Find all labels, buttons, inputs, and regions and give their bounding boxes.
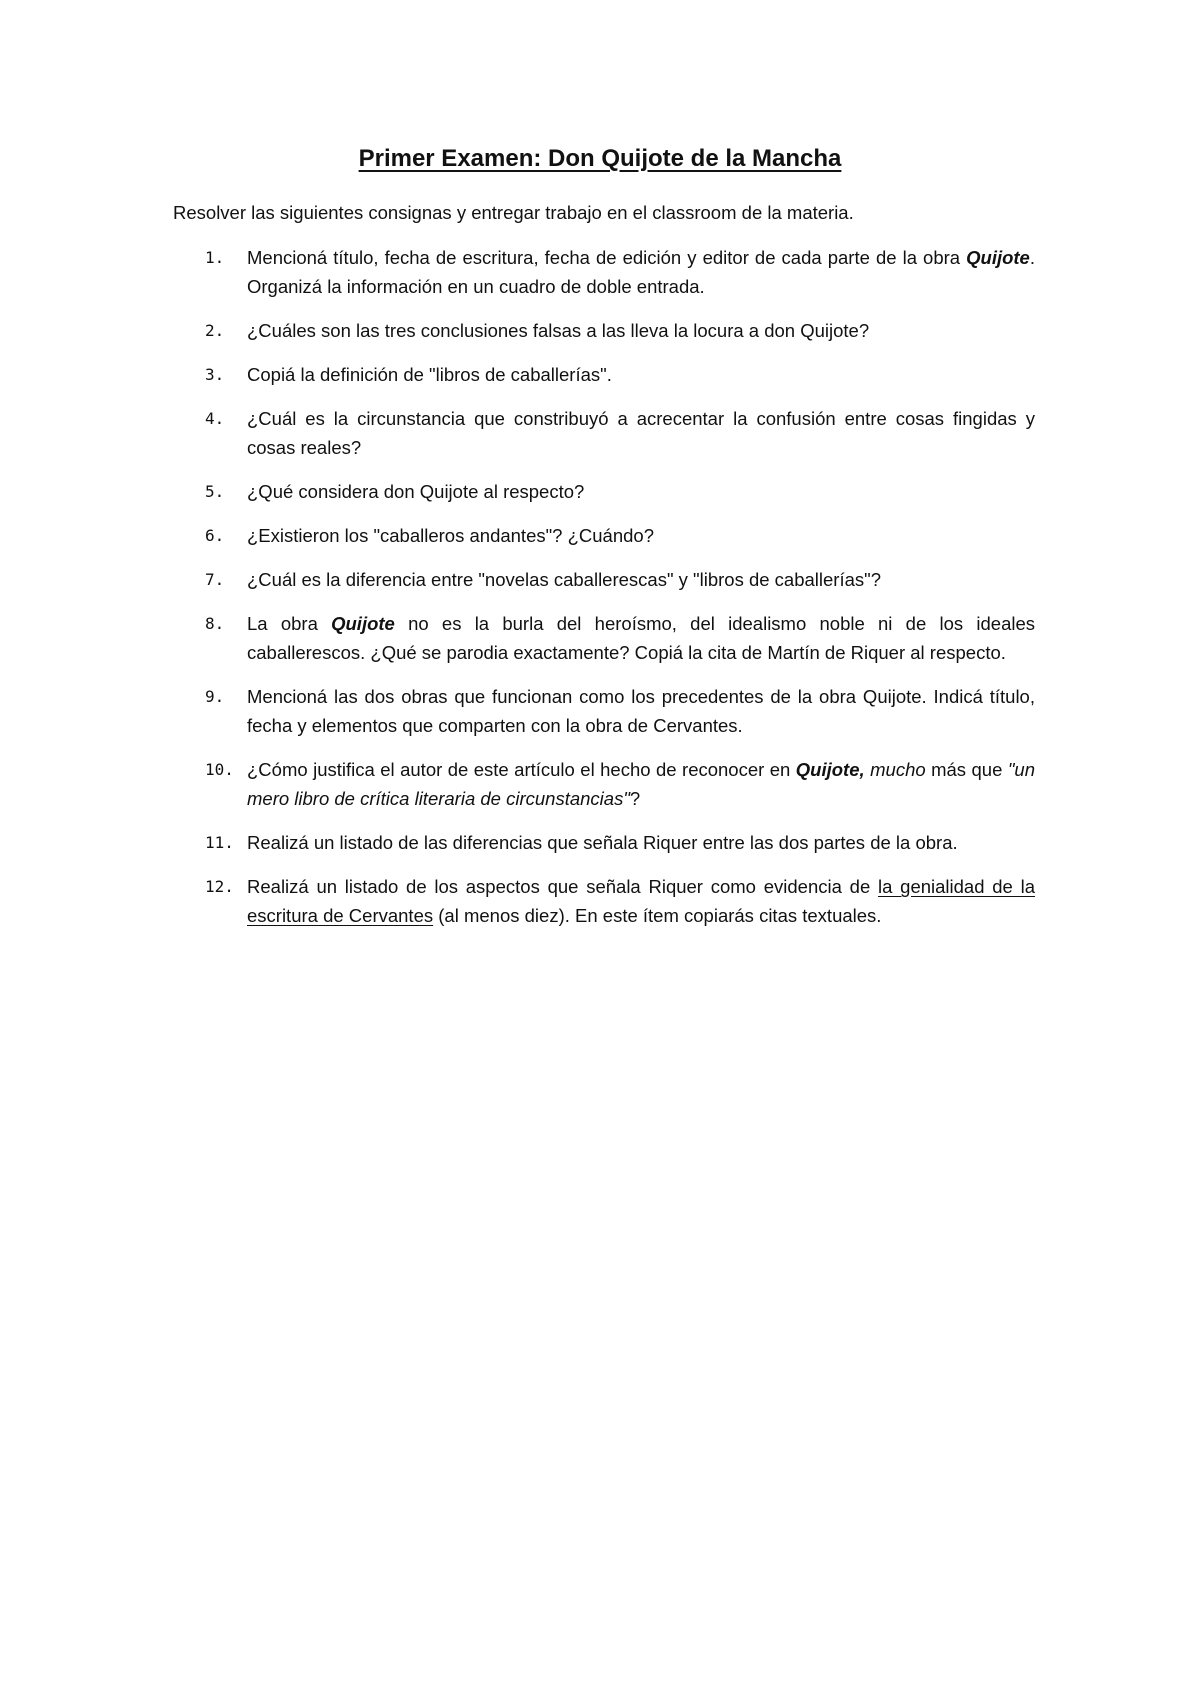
text-segment: ¿Qué considera don Quijote al respecto?: [247, 481, 585, 502]
text-segment: ?: [629, 788, 641, 809]
emphasized-text: Quijote: [331, 613, 395, 634]
instructions-text: Resolver las siguientes consignas y entregar trabajo en el classroom de la materia.: [173, 202, 854, 223]
text-segment: ¿Cuál es la circunstancia que constribuyó a acrecentar la confusión entre cosas fingidas y cosas reales?: [247, 408, 1035, 458]
question-number: 11.: [205, 833, 234, 852]
question-text: [247, 686, 1035, 736]
text-segment: Realizá un listado de los aspectos que señala Riquer como evidencia de: [247, 876, 878, 897]
emphasized-text: Quijote,: [795, 759, 865, 780]
question-item: [173, 565, 1035, 594]
question-item: [173, 316, 1035, 345]
text-segment: Mencioná las dos obras que funcionan como los precedentes de la obra Quijote. Indicá título, fecha y elementos que comparten con la obra de Cervantes.: [247, 686, 1035, 736]
question-number: 9.: [205, 687, 225, 706]
underlined-text: la genialidad de la escritura de Cervantes: [247, 876, 1036, 926]
emphasized-text: Quijote: [966, 247, 1030, 268]
question-number: 2.: [205, 321, 225, 340]
emphasized-text: "un mero libro de crítica literaria de circunstancias": [247, 759, 1035, 809]
question-item: [173, 477, 1035, 506]
question-number: 6.: [205, 526, 225, 545]
question-text: [247, 759, 1035, 809]
question-text: [247, 525, 654, 546]
text-segment: no es la burla del heroísmo, del idealismo noble ni de los ideales caballerescos. ¿Qué se parodia exactamente? Copiá la cita de Martín de Riquer al respecto.: [247, 613, 1036, 663]
question-number: 10.: [205, 760, 234, 779]
question-item: [173, 872, 1035, 930]
text-segment: ¿Cuál es la diferencia entre "novelas caballerescas" y "libros de caballerías"?: [247, 569, 882, 590]
question-text: [247, 613, 1035, 663]
question-item: [173, 404, 1035, 462]
text-segment: ¿Cómo justifica el autor de este artículo el hecho de reconocer en: [247, 759, 796, 780]
question-item: [173, 828, 1035, 857]
question-number: 1.: [205, 248, 225, 267]
question-text: [247, 832, 958, 853]
question-number: 4.: [205, 409, 225, 428]
question-number: 7.: [205, 570, 225, 589]
question-item: [173, 360, 1035, 389]
question-text: [247, 364, 612, 385]
question-number: 5.: [205, 482, 225, 501]
text-segment: ¿Cuáles son las tres conclusiones falsas a las lleva la locura a don Quijote?: [247, 320, 870, 341]
question-text: [247, 320, 869, 341]
question-item: [173, 755, 1035, 813]
question-text: [247, 569, 881, 590]
text-segment: ¿Existieron los "caballeros andantes"? ¿Cuándo?: [247, 525, 654, 546]
question-text: [247, 408, 1035, 458]
emphasized-text: mucho: [870, 759, 926, 780]
text-segment: Realizá un listado de las diferencias que señala Riquer entre las dos partes de la obra.: [247, 832, 958, 853]
text-segment: más que: [925, 759, 1008, 780]
question-text: [247, 876, 1035, 926]
question-item: [173, 609, 1035, 667]
text-segment: Mencioná título, fecha de escritura, fecha de edición y editor de cada parte de la obra: [247, 247, 967, 268]
question-number: 8.: [205, 614, 225, 633]
text-segment: . Organizá la información en un cuadro de doble entrada.: [247, 247, 1035, 297]
question-number: 3.: [205, 365, 225, 384]
text-segment: Copiá la definición de "libros de caballerías".: [247, 364, 612, 385]
question-item: [173, 521, 1035, 550]
text-segment: (al menos diez). En este ítem copiarás citas textuales.: [433, 905, 882, 926]
question-number: 12.: [205, 877, 234, 896]
document-title: Primer Examen: Don Quijote de la Mancha: [358, 145, 842, 172]
question-list: [173, 243, 1035, 945]
question-item: [173, 682, 1035, 740]
question-item: [173, 243, 1035, 301]
text-segment: La obra: [247, 613, 332, 634]
question-text: [247, 247, 1035, 297]
question-text: [247, 481, 584, 502]
